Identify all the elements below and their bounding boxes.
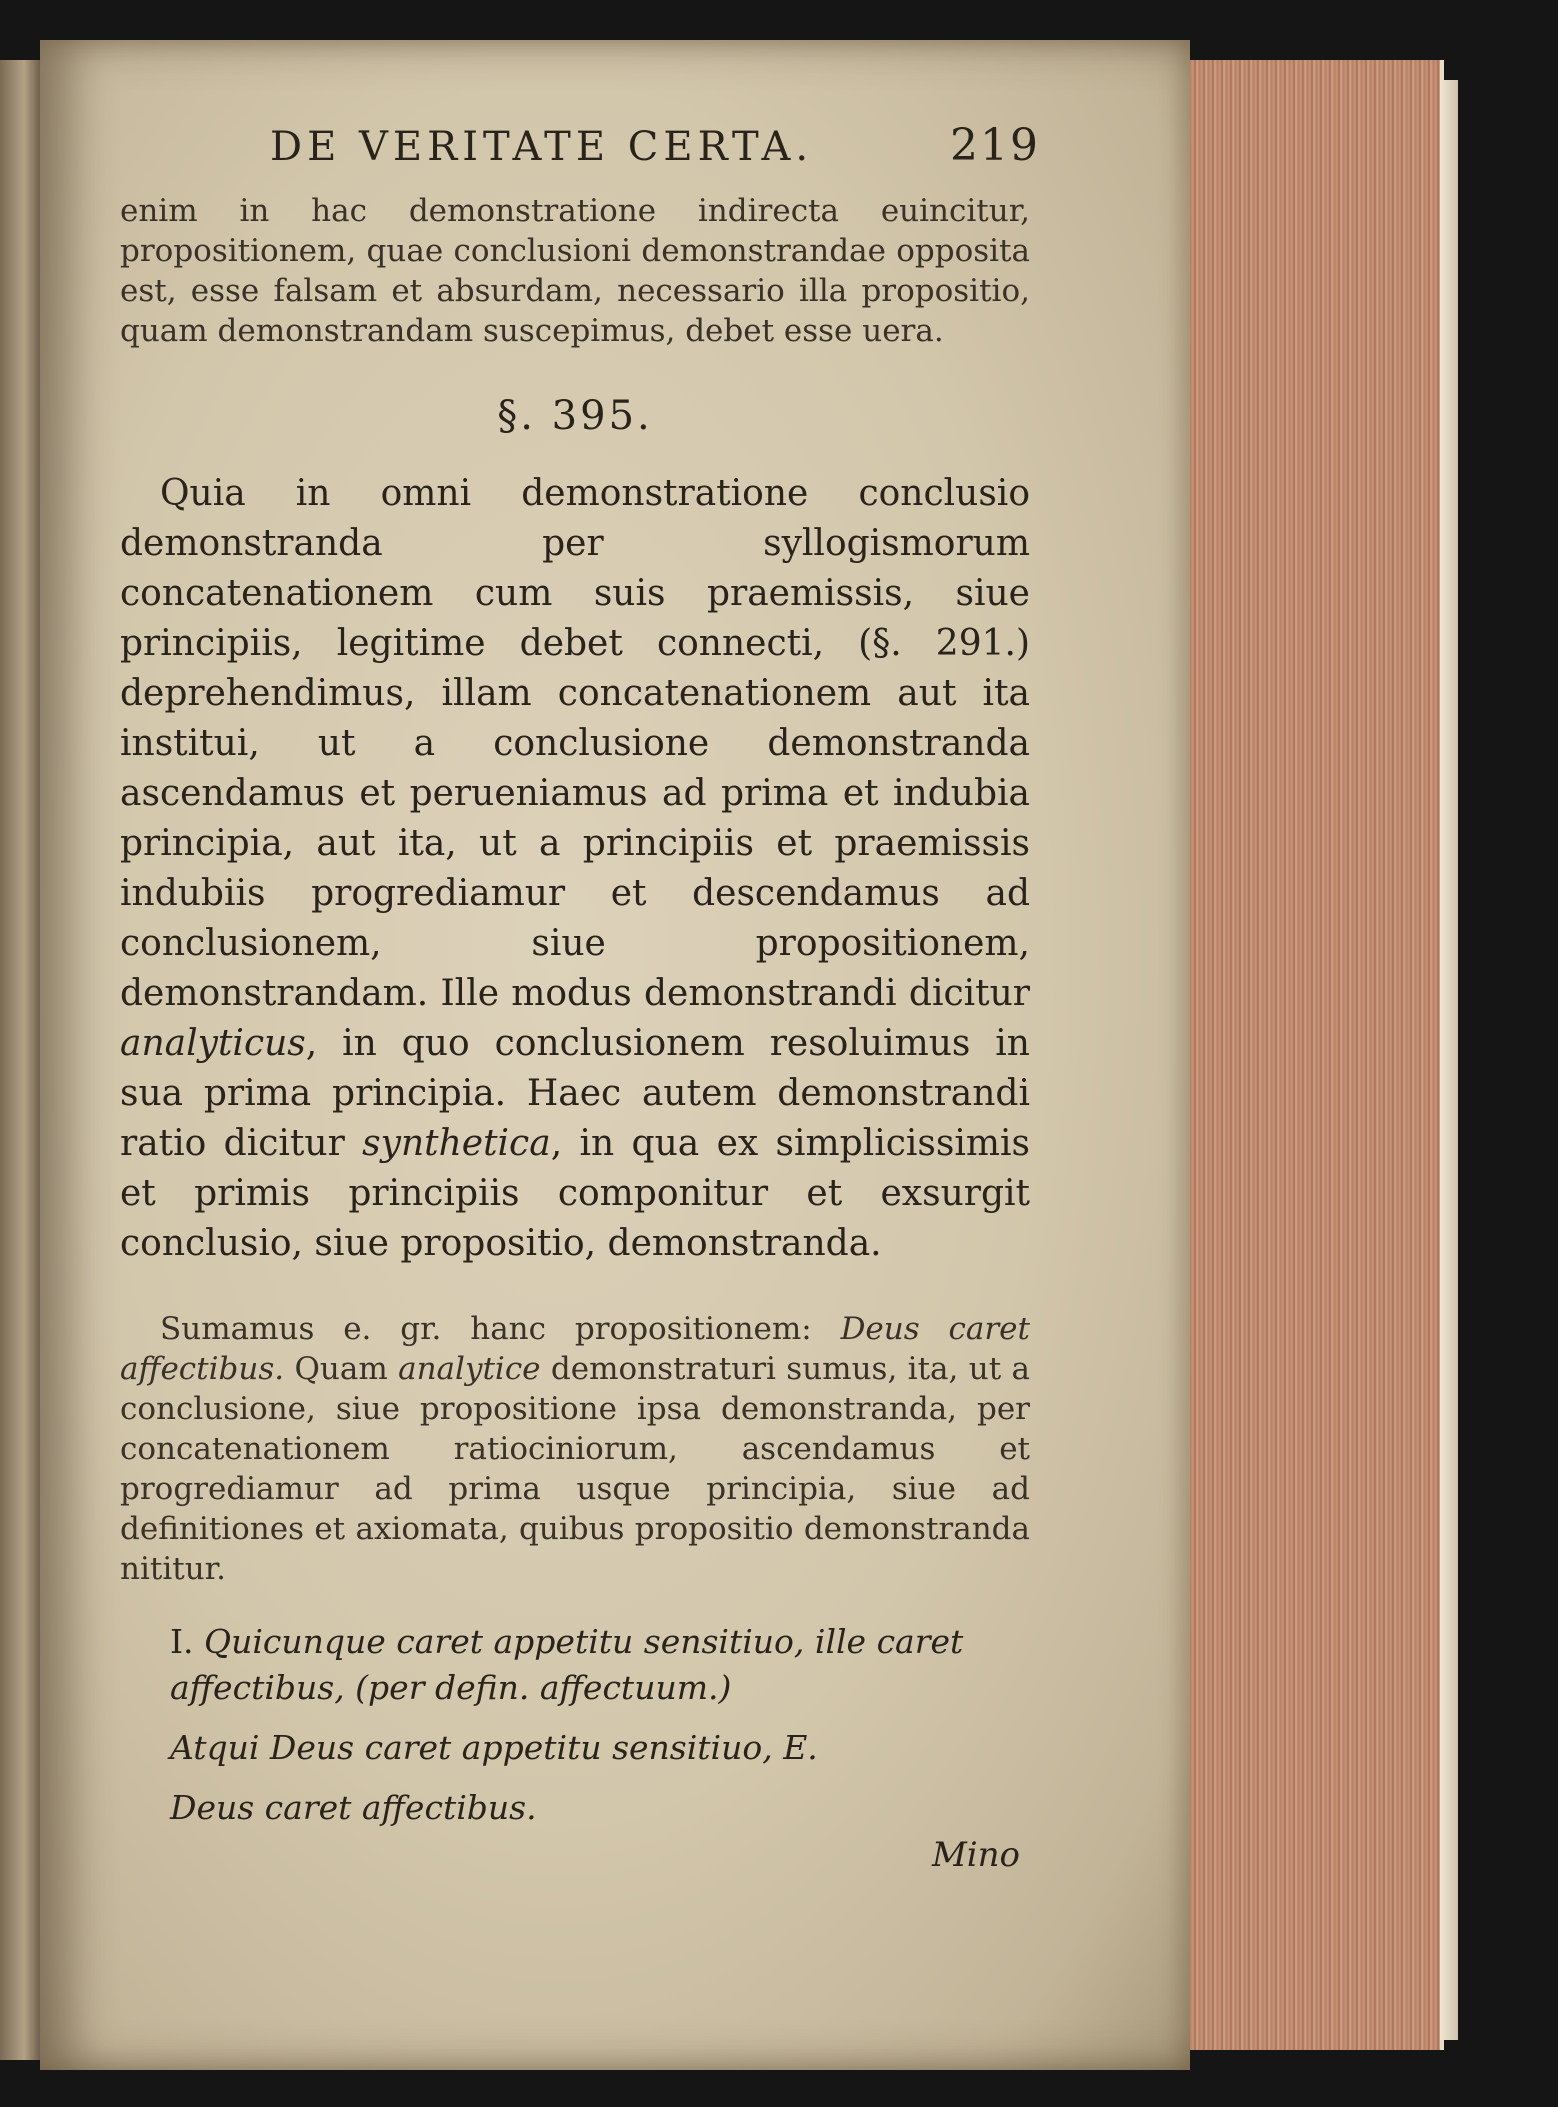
term-analyticus: analyticus: [120, 1023, 306, 1064]
running-header: [100, 120, 1050, 171]
syllogism-conclusion: Deus caret affectibus.: [170, 1788, 537, 1827]
page-number: 219: [950, 120, 1040, 171]
syllogism-minor: Atqui Deus caret appetitu sensitiuo, E.: [170, 1728, 818, 1767]
main-text-2: , in quo conclusionem resoluimus in sua prima principia. Haec autem demonstrandi ratio dicitur: [120, 1023, 1030, 1164]
example-proposition: Deus caret affectibus.: [120, 1311, 1030, 1387]
page-content: [100, 120, 1050, 1875]
running-title: DE VERITATE CERTA.: [270, 124, 814, 170]
syllogism-number: I.: [170, 1622, 194, 1661]
example-text-1: Sumamus e. gr. hanc propositionem:: [160, 1311, 841, 1347]
syllogism: [170, 1619, 1030, 1831]
term-analytice: analytice: [398, 1351, 541, 1387]
book-fore-edge: [1190, 60, 1444, 2050]
example-text-3: demonstraturi sumus, ita, ut a conclusione, siue propositione ipsa demonstranda, per concatenationem ratiociniorum, ascendamus et progrediamur ad prima usque principia, siue ad definitiones et axiomata, quibus propositio demonstranda nititur.: [120, 1351, 1030, 1587]
syllogism-major: Quicunque caret appetitu sensitiuo, ille caret affectibus, (per defin. affectuum.): [170, 1622, 964, 1707]
main-paragraph: [120, 469, 1030, 1269]
catchword: Mino: [931, 1835, 1020, 1875]
book-cover-edge: [1440, 80, 1458, 2040]
intro-paragraph: enim in hac demonstratione indirecta euincitur, propositionem, quae conclusioni demonstrandae opposita est, esse falsam et absurdam, necessario illa propositio, quam demonstrandam suscepimus, debet esse uera.: [120, 193, 1030, 349]
main-text-3: , in qua ex simplicissimis et primis principiis componitur et exsurgit conclusio, siue propositio, demonstranda.: [120, 1123, 1030, 1264]
left-page-edge: [0, 60, 40, 2060]
section-number: §. 395.: [497, 393, 653, 439]
main-text-1: Quia in omni demonstratione conclusio demonstranda per syllogismorum concatenationem cum suis praemissis, siue principiis, legitime debet connecti, (§. 291.) deprehendimus, illam concatenationem aut ita institui, ut a conclusione demonstranda ascendamus et perueniamus ad prima et indubia principia, aut ita, ut a principiis et praemissis indubiis progrediamur et descendamus ad conclusionem, siue propositionem, demonstrandam. Ille modus demonstrandi dicitur: [120, 473, 1030, 1014]
example-paragraph: [120, 1309, 1030, 1589]
term-synthetica: synthetica: [362, 1123, 551, 1164]
example-text-2: Quam: [284, 1351, 399, 1387]
